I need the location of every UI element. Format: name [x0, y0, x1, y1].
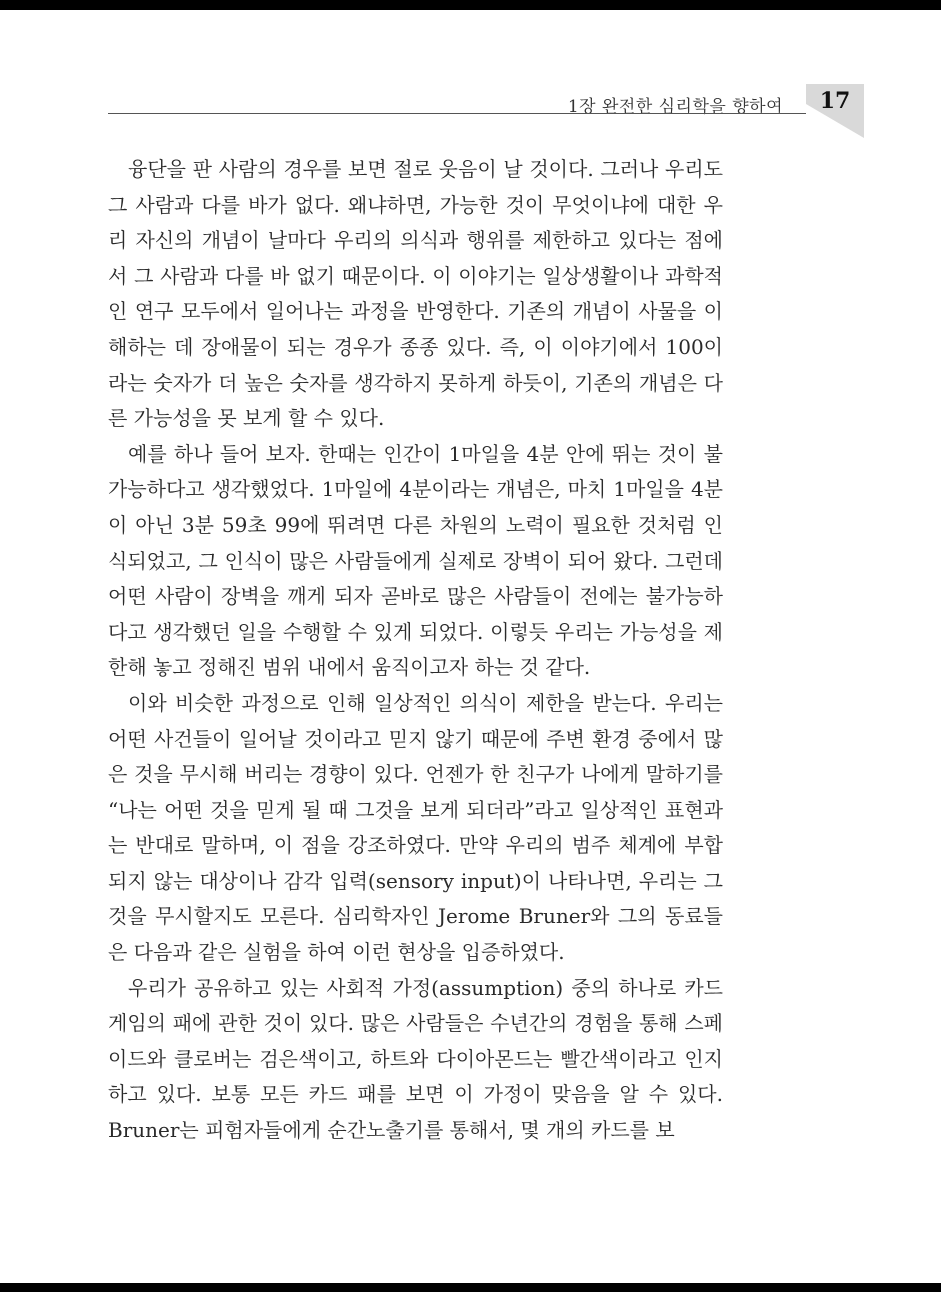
page-number: 17	[819, 88, 851, 114]
body-text	[108, 152, 723, 1149]
paragraph-2: 예를 하나 들어 보자. 한때는 인간이 1마일을 4분 안에 뛰는 것이 불가능하다고 생각했었다. 1마일에 4분이라는 개념은, 마치 1마일을 4분이 아닌 3분 59초 99에 뛰려면 다른 차원의 노력이 필요한 것처럼 인식되었고, 그 인식이 많은 사람들에게 실제로 장벽이 되어 왔다. 그런데 어떤 사람이 장벽을 깨게 되자 곧바로 많은 사람들이 전에는 불가능하다고 생각했던 일을 수행할 수 있게 되었다. 이렇듯 우리는 가능성을 제한해 놓고 정해진 범위 내에서 움직이고자 하는 것 같다.	[108, 441, 723, 680]
paragraph-1: 융단을 판 사람의 경우를 보면 절로 웃음이 날 것이다. 그러나 우리도 그 사람과 다를 바가 없다. 왜냐하면, 가능한 것이 무엇이냐에 대한 우리 자신의 개념이 날마다 우리의 의식과 행위를 제한하고 있다는 점에서 그 사람과 다를 바 없기 때문이다. 이 이야기는 일상생활이나 과학적인 연구 모두에서 일어나는 과정을 반영한다. 기존의 개념이 사물을 이해하는 데 장애물이 되는 경우가 종종 있다. 즉, 이 이야기에서 100이라는 숫자가 더 높은 숫자를 생각하지 못하게 하듯이, 기존의 개념은 다른 가능성을 못 보게 할 수 있다.	[108, 157, 723, 431]
bottom-border-bar	[0, 1283, 941, 1292]
paragraph-4: 우리가 공유하고 있는 사회적 가정(assumption) 중의 하나로 카드 게임의 패에 관한 것이 있다. 많은 사람들은 수년간의 경험을 통해 스페이드와 클로버는 검은색이고, 하트와 다이아몬드는 빨간색이라고 인지하고 있다. 보통 모든 카드 패를 보면 이 가정이 맞음을 알 수 있다. Bruner는 피험자들에게 순간노출기를 통해서, 몇 개의 카드를 보	[108, 975, 723, 1143]
header-rule	[108, 113, 806, 114]
top-border-bar	[0, 0, 941, 10]
paragraph-3: 이와 비슷한 과정으로 인해 일상적인 의식이 제한을 받는다. 우리는 어떤 사건들이 일어날 것이라고 믿지 않기 때문에 주변 환경 중에서 많은 것을 무시해 버리는 경향이 있다. 언젠가 한 친구가 나에게 말하기를 “나는 어떤 것을 믿게 될 때 그것을 보게 되더라”라고 일상적인 표현과는 반대로 말하며, 이 점을 강조하였다. 만약 우리의 범주 체계에 부합되지 않는 대상이나 감각 입력(sensory input)이 나타나면, 우리는 그것을 무시할지도 모른다. 심리학자인 Jerome Bruner와 그의 동료들은 다음과 같은 실험을 하여 이런 현상을 입증하였다.	[108, 690, 723, 965]
running-header-title: 1장 완전한 심리학을 향하여	[567, 97, 783, 117]
